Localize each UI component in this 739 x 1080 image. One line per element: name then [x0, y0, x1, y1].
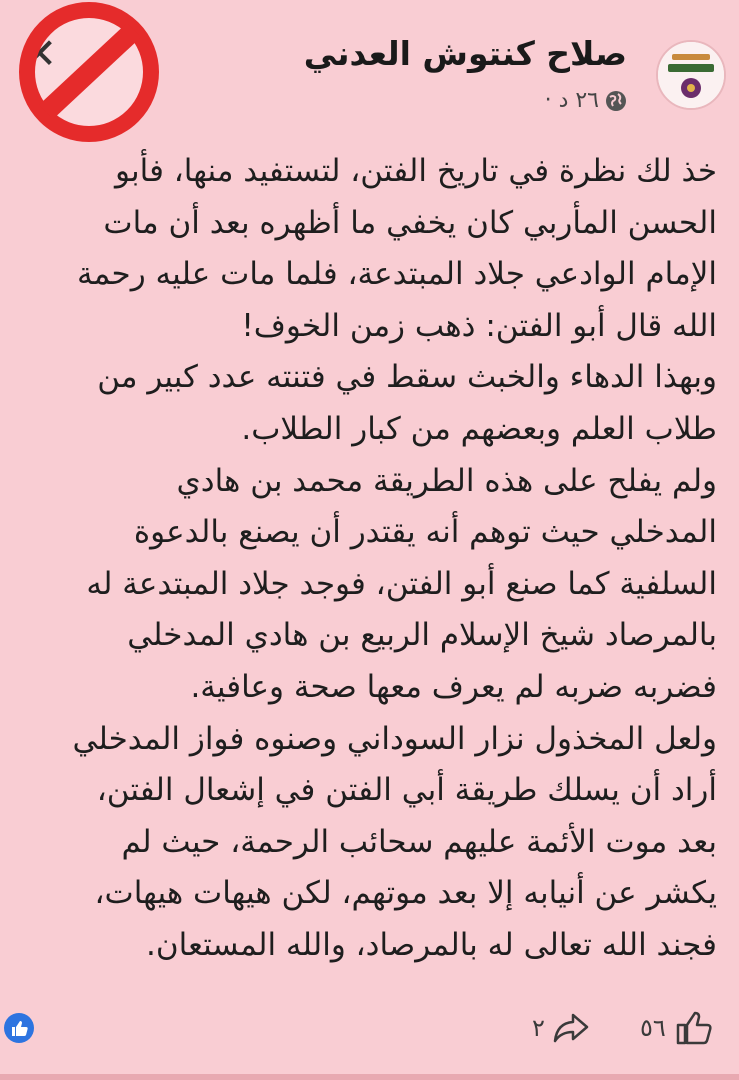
- share-icon: [551, 1009, 591, 1047]
- shares-count: ٢: [532, 1014, 545, 1042]
- post-meta: [545, 88, 627, 113]
- post-text-line: أراد أن يسلك طريقة أبي الفتن في إشعال الفتن،: [96, 772, 717, 809]
- post-text-line: فضربه ضربه لم يعرف معها صحة وعافية.: [190, 668, 717, 705]
- post-time[interactable]: ٢٦ د ·: [544, 88, 599, 113]
- post-text-line: بالمرصاد شيخ الإسلام الربيع بن هادي المدخلي: [127, 617, 717, 654]
- post-text-line: ولعل المخذول نزار السوداني وصنوه فواز المدخلي: [72, 720, 717, 757]
- svg-text:✕: ✕: [22, 29, 58, 78]
- post-text-line: خذ لك نظرة في تاريخ الفتن، لتستفيد منها، فأبو: [114, 153, 717, 189]
- reaction-like-badge[interactable]: [4, 1013, 34, 1043]
- post-text-line: وبهذا الدهاء والخبث سقط في فتنته عدد كبير من: [97, 359, 717, 396]
- author-avatar[interactable]: [656, 40, 726, 110]
- post-text-line: السلفية كما صنع أبو الفتن، فوجد جلاد المبتدعة له: [86, 565, 717, 602]
- globe-icon: [605, 90, 627, 112]
- prohibited-sign-icon: [6, 0, 172, 150]
- post-footer: [0, 1005, 739, 1053]
- likes-count: ٥٦: [640, 1014, 666, 1042]
- post-text-line: بعد موت الأئمة عليهم سحائب الرحمة، حيث لم: [121, 823, 717, 860]
- post-text-line: فجند الله تعالى له بالمرصاد، والله المستعان.: [146, 926, 717, 963]
- share-action[interactable]: [532, 1009, 591, 1047]
- post-text-line: ولم يفلح على هذه الطريقة محمد بن هادي: [176, 462, 717, 499]
- like-icon: [674, 1009, 714, 1047]
- like-action[interactable]: [640, 1009, 714, 1047]
- post-text-line: طلاب العلم وبعضهم من كبار الطلاب.: [241, 410, 717, 447]
- post-text-line: الله قال أبو الفتن: ذهب زمن الخوف!: [241, 307, 717, 344]
- post-text-line: المدخلي حيث توهم أنه يقتدر أن يصنع بالدعوة: [133, 514, 717, 551]
- post-body: [18, 146, 717, 972]
- post-text-line: الحسن المأربي كان يخفي ما أظهره بعد أن مات: [103, 204, 717, 241]
- thumbs-up-icon: [4, 1013, 34, 1043]
- author-name[interactable]: صلاح كنتوش العدني: [303, 34, 627, 73]
- post-text-line: الإمام الوادعي جلاد المبتدعة، فلما مات عليه رحمة: [77, 256, 717, 293]
- post-text-line: يكشر عن أنيابه إلا بعد موتهم، لكن هيهات هيهات،: [94, 875, 717, 912]
